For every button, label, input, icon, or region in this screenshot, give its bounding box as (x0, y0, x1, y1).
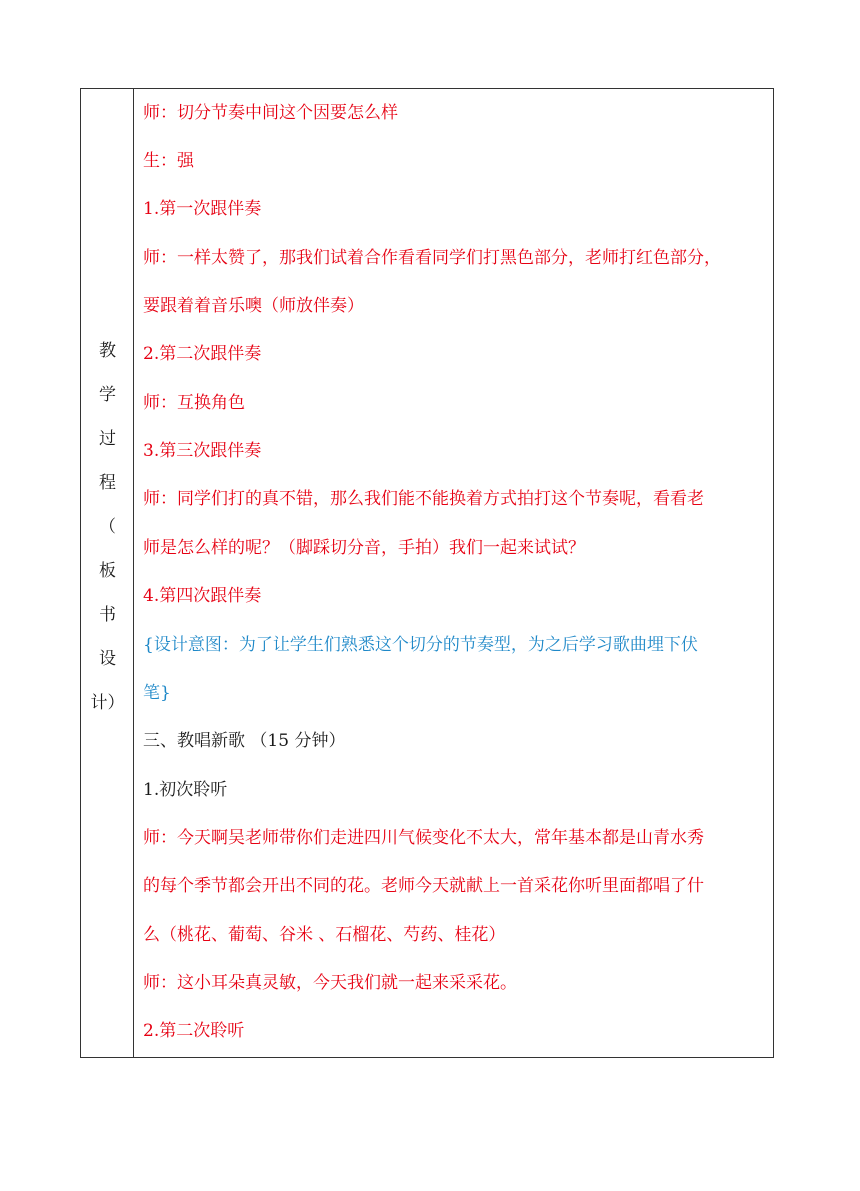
text-line: 师：切分节奏中间这个因要怎么样 (143, 103, 398, 123)
section-label-char: 板 (99, 561, 116, 581)
text-line: 师：互换角色 (143, 393, 245, 413)
lesson-table (80, 88, 774, 1058)
text-line: 师：同学们打的真不错，那么我们能不能换着方式拍打这个节奏呢，看看老 (143, 489, 704, 509)
text-line: 的每个季节都会开出不同的花。老师今天就献上一首采花你听里面都唱了什 (143, 876, 704, 896)
text-line: 要跟着着音乐噢（师放伴奏） (143, 296, 364, 316)
text-line: 生：强 (143, 151, 194, 171)
step-heading: 1.初次聆听 (143, 780, 228, 800)
section-label-char: 程 (99, 473, 116, 493)
section-label-char: （ (99, 517, 116, 537)
section-heading: 三、教唱新歌 （15 分钟） (143, 731, 346, 751)
section-label-char: 书 (99, 605, 116, 625)
section-label-char: 学 (99, 385, 116, 405)
section-label-char: 过 (99, 429, 116, 449)
text-line: 么（桃花、葡萄、谷米 、石榴花、芍药、桂花） (143, 925, 506, 945)
section-label-char: 教 (99, 341, 116, 361)
design-intent-line: {设计意图：为了让学生们熟悉这个切分的节奏型，为之后学习歌曲埋下伏 (143, 635, 698, 655)
text-line: 师：今天啊吴老师带你们走进四川气候变化不太大，常年基本都是山青水秀 (143, 828, 704, 848)
text-line: 4.第四次跟伴奏 (143, 586, 262, 606)
design-intent-line: 笔} (143, 683, 171, 703)
text-line: 1.第一次跟伴奏 (143, 199, 262, 219)
text-line: 师：一样太赞了，那我们试着合作看看同学们打黑色部分，老师打红色部分， (143, 248, 721, 268)
section-label-char: 计） (90, 693, 125, 713)
section-label-char: 设 (99, 649, 116, 669)
text-line: 3.第三次跟伴奏 (143, 441, 262, 461)
text-line: 2.第二次跟伴奏 (143, 344, 262, 364)
section-label-cell (81, 89, 134, 1057)
text-line: 师：这小耳朵真灵敏，今天我们就一起来采采花。 (143, 973, 517, 993)
text-line: 2.第二次聆听 (143, 1021, 245, 1041)
text-line: 师是怎么样的呢？（脚踩切分音，手拍）我们一起来试试？ (143, 538, 585, 558)
